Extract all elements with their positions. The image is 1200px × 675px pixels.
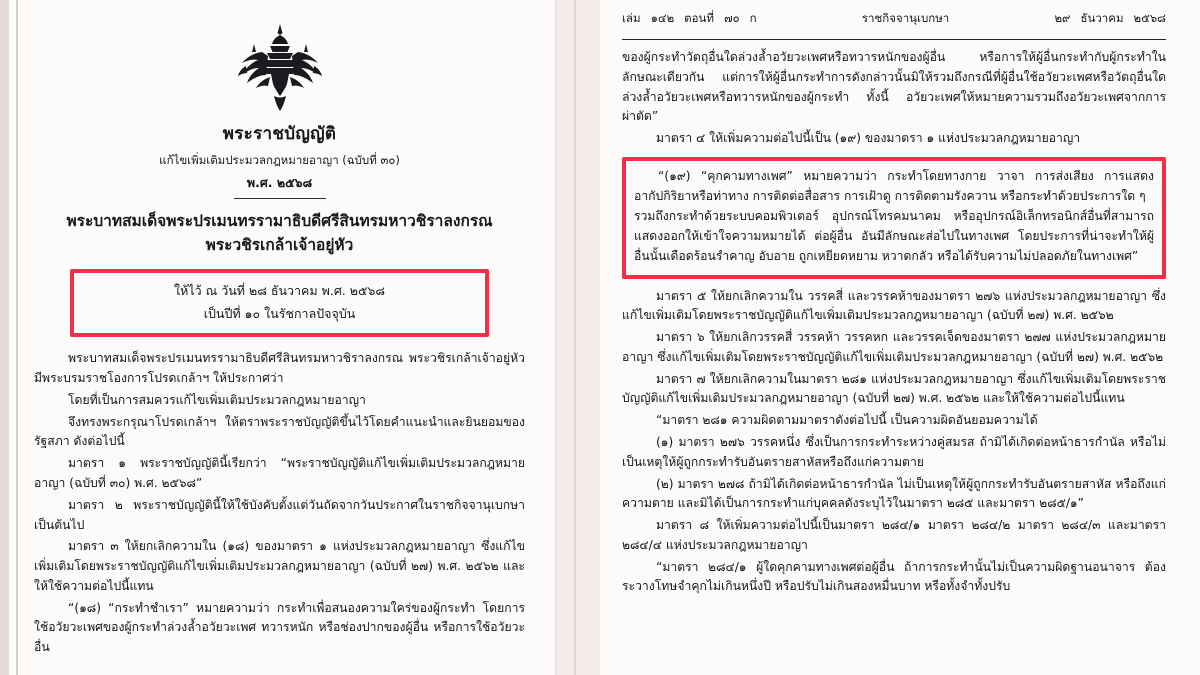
- part-value: ๗๐: [723, 11, 740, 25]
- section-3: มาตรา ๓ ให้ยกเลิกความใน (๑๘) ของมาตรา ๑ แห่งประมวลกฎหมายอาญา ซึ่งแก้ไขเพิ่มเติมโดยพระราชบัญญัติแก้ไขเพิ่มเติมประมวลกฎหมายอาญา (ฉบับที่ ๒๗) พ.ศ. ๒๕๖๒ และให้ใช้ความต่อไปนี้แทน: [34, 539, 525, 593]
- section-7: มาตรา ๗ ให้ยกเลิกความในมาตรา ๒๘๑ แห่งประมวลกฎหมายอาญา ซึ่งแก้ไขเพิ่มเติมโดยพระราชบัญญัติแก้ไขเพิ่มเติมประมวลกฎหมายอาญา (ฉบับที่ ๒๗) พ.ศ. ๒๕๖๒ และให้ใช้ความต่อไปนี้แทน: [622, 371, 1166, 406]
- highlight-box-date: [70, 269, 489, 337]
- reign-year-line: เป็นปีที่ ๑๐ ในรัชกาลปัจจุบัน: [203, 306, 356, 322]
- quoted-section-281: “มาตรา ๒๘๑ ความผิดตามมาตราดังต่อไปนี้ เป็นความผิดอันยอมความได้: [656, 413, 1038, 428]
- page-margin-rule: [16, 0, 18, 675]
- paragraph: ของผู้กระทำวัตถุอื่นใดล่วงล้ำอวัยวะเพศหรือทวารหนักของผู้อื่น หรือการให้ผู้อื่นกระทำกับผู้กระทำในลักษณะเดียวกัน แต่การให้ผู้อื่นกระทำการดังกล่าวนั้นมิให้รวมถึงกรณีที่ผู้อื่นใช้อวัยวะเพศหรือวัตถุอื่นใดล่วงล้ำอวัยวะเพศหรือทวารหนักของผู้กระทำ ทั้งนี้ อวัยวะเพศให้หมายความรวมถึงอวัยวะเพศจากการผ่าตัด”: [622, 50, 1166, 124]
- header-divider: [622, 39, 1166, 40]
- definition-19-part-1: “(๑๙) “คุกคามทางเพศ” หมายความว่า กระทำโดยทางกาย วาจา การส่งเสียง การแสดงอากัปกิริยาหรือท่าทาง การติดต่อสื่อสาร การเฝ้าดู การติดตามรังควาน หรือกระทำด้วยประการใด ๆ: [634, 168, 1154, 203]
- king-name-line-2: พระวชิรเกล้าเจ้าอยู่หัว: [205, 236, 354, 255]
- paragraph: จึงทรงพระกรุณาโปรดเกล้าฯ ให้ตราพระราชบัญญัติขึ้นไว้โดยคำแนะนำและยินยอมของรัฐสภา ดังต่อไปนี้: [34, 414, 525, 449]
- definition-19-part-2: รวมถึงกระทำด้วยระบบคอมพิวเตอร์ อุปกรณ์โทรคมนาคม หรืออุปกรณ์อิเล็กทรอนิกส์อื่นที่สามารถแสดงออกให้เข้าใจความหมายได้ ต่อผู้อื่น อันมีลักษณะส่อไปในทางเพศ โดยประการที่น่าจะทำให้ผู้อื่นนั้นเดือดร้อนรำคาญ อับอาย ถูกเหยียดหยาม หวาดกลัว หรือได้รับความไม่ปลอดภัยในทางเพศ”: [634, 209, 1154, 263]
- section-4: มาตรา ๔ ให้เพิ่มความต่อไปนี้เป็น (๑๙) ของมาตรา ๑ แห่งประมวลกฎหมายอาญา: [656, 131, 1081, 146]
- section-2: มาตรา ๒ พระราชบัญญัตินี้ให้ใช้บังคับตั้งแต่วันถัดจากวันประกาศในราชกิจจานุเบกษาเป็นต้นไป: [34, 497, 525, 532]
- volume-label: เล่ม: [622, 11, 641, 25]
- page-gutter-rule: [574, 0, 576, 675]
- given-date-line: ให้ไว้ ณ วันที่ ๒๘ ธันวาคม พ.ศ. ๒๕๖๘: [174, 283, 385, 299]
- act-subtitle: แก้ไขเพิ่มเติมประมวลกฎหมายอาญา (ฉบับที่ ๓๐): [159, 153, 400, 167]
- section-8: มาตรา ๘ ให้เพิ่มความต่อไปนี้เป็นมาตรา ๒๘๔/๑ มาตรา ๒๘๔/๒ มาตรา ๒๘๔/๓ และมาตรา ๒๘๔/๔ แห่งประมวลกฎหมายอาญา: [622, 518, 1166, 552]
- act-year: พ.ศ. ๒๕๖๘: [246, 175, 313, 190]
- date-year: ๒๕๖๘: [1133, 11, 1166, 25]
- volume-value: ๑๔๒: [650, 11, 675, 25]
- section-5: มาตรา ๕ ให้ยกเลิกความใน วรรคสี่ และวรรคห้าของมาตรา ๒๗๖ แห่งประมวลกฎหมายอาญา ซึ่งแก้ไขเพิ่มเติมโดยพระราชบัญญัติแก้ไขเพิ่มเติมประมวลกฎหมายอาญา (ฉบับที่ ๒๗) พ.ศ. ๒๕๖๒: [622, 288, 1166, 323]
- clause-2: (๒) มาตรา ๒๗๘ ถ้ามิได้เกิดต่อหน้าธารกำนัล ไม่เป็นเหตุให้ผู้ถูกกระทำรับอันตรายสาหัส หรือถึงแก่ความตาย และมิได้เป็นการกระทำแก่บุคคลดังระบุไว้ในมาตรา ๒๘๕ และมาตรา ๒๘๕/๑”: [622, 476, 1166, 511]
- highlight-box-definition-19: [622, 157, 1166, 279]
- king-name-line-1: พระบาทสมเด็จพระปรเมนทรรามาธิบดีศรีสินทรมหาวชิราลงกรณ: [66, 212, 493, 231]
- section-6: มาตรา ๖ ให้ยกเลิกวรรคสี่ วรรคห้า วรรคหก และวรรคเจ็ดของมาตรา ๒๗๗ แห่งประมวลกฎหมายอาญา ซึ่งแก้ไขเพิ่มเติมโดยพระราชบัญญัติแก้ไขเพิ่มเติมประมวลกฎหมายอาญา (ฉบับที่ ๒๗) พ.ศ. ๒๕๖๒: [622, 330, 1166, 364]
- paragraph: พระบาทสมเด็จพระปรเมนทรรามาธิบดีศรีสินทรมหาวชิราลงกรณ พระวชิรเกล้าเจ้าอยู่หัว มีพระบรมราชโองการโปรดเกล้าฯ ให้ประกาศว่า: [34, 351, 525, 386]
- right-page: [600, 0, 1200, 675]
- part-label: ตอนที่: [684, 11, 714, 25]
- quoted-section-284-1: “มาตรา ๒๘๔/๑ ผู้ใดคุกคามทางเพศต่อผู้อื่น ถ้าการกระทำนั้นไม่เป็นความผิดฐานอนาจาร ต้องระวางโทษจำคุกไม่เกินหนึ่งปี หรือปรับไม่เกินสองหมื่นบาท หรือทั้งจำทั้งปรับ: [622, 559, 1166, 594]
- page-gutter: [556, 0, 600, 675]
- title-divider: [234, 198, 326, 199]
- date-day: ๒๙: [1054, 11, 1071, 25]
- clause-1: (๑) มาตรา ๒๗๖ วรรคหนึ่ง ซึ่งเป็นการกระทำระหว่างคู่สมรส ถ้ามิได้เกิดต่อหน้าธารกำนัล หรือไม่เป็นเหตุให้ผู้ถูกกระทำรับอันตรายสาหัสหรือถึงแก่ความตาย: [622, 435, 1166, 469]
- paragraph: โดยที่เป็นการสมควรแก้ไขเพิ่มเติมประมวลกฎหมายอาญา: [68, 392, 366, 407]
- act-title: พระราชบัญญัติ: [222, 124, 337, 144]
- section-1: มาตรา ๑ พระราชบัญญัตินี้เรียกว่า “พระราชบัญญัติแก้ไขเพิ่มเติมประมวลกฎหมายอาญา (ฉบับที่ ๓๐) พ.ศ. ๒๕๖๘”: [34, 456, 525, 491]
- date-month: ธันวาคม: [1080, 11, 1124, 25]
- section-letter: ก: [749, 11, 757, 25]
- gazette-header: [622, 10, 1166, 31]
- left-page: [0, 0, 556, 675]
- gazette-name: ราชกิจจานุเบกษา: [861, 11, 950, 25]
- royal-garuda-emblem: [34, 22, 525, 114]
- definition-18: “(๑๘) “กระทำชำเรา” หมายความว่า กระทำเพื่อสนองความใคร่ของผู้กระทำ โดยการใช้อวัยวะเพศของผู้กระทำล่วงล้ำอวัยวะเพศ ทวารหนัก หรือช่องปากของผู้อื่น หรือการใช้อวัยวะอื่น: [34, 600, 525, 655]
- page-edge-shadow: [0, 0, 9, 675]
